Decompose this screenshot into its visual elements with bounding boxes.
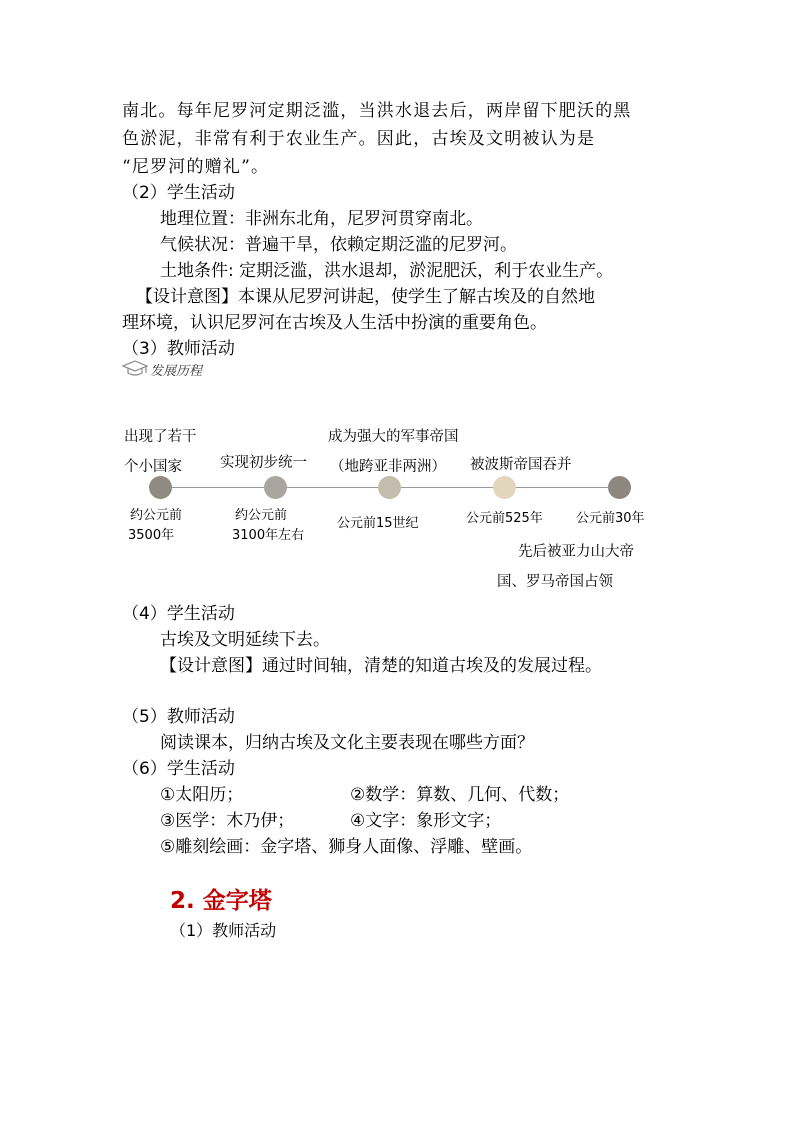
achievement-item-2: ②数学：算数、几何、代数； (350, 785, 570, 805)
section-pyramid-sub: （1）教师活动 (170, 921, 277, 940)
event-label-1-line-2: 个小国家 (124, 459, 182, 475)
date-1-line-1: 约公元前 (130, 508, 183, 523)
date-4: 公元前525年 (466, 511, 543, 526)
date-2-line-1: 约公元前 (235, 508, 288, 523)
sec2-design-line-1: 【设计意图】本课从尼罗河讲起，使学生了解古埃及的自然地 (136, 287, 595, 307)
sec2-land: 土地条件: 定期泛滥，洪水退却，淤泥肥沃，利于农业生产。 (160, 261, 614, 281)
sec2-heading: （2）学生活动 (122, 183, 235, 203)
date-5: 公元前30年 (576, 511, 645, 526)
timeline-note-line-2: 国、罗马帝国占领 (497, 574, 613, 590)
achievement-item-5: ⑤雕刻绘画：金字塔、狮身人面像、浮雕、壁画。 (160, 837, 533, 857)
date-2-line-2: 3100年左右 (232, 528, 305, 543)
intro-line-1: 南北。每年尼罗河定期泛滥，当洪水退去后，两岸留下肥沃的黑 (122, 101, 632, 121)
event-label-3-line-1: 成为强大的军事帝国 (328, 429, 459, 445)
intro-line-2: 色淤泥，非常有利于农业生产。因此，古埃及文明被认为是 (122, 129, 596, 149)
section-heading-pyramid: 2. 金字塔 (170, 888, 272, 914)
sec4-heading: （4）学生活动 (122, 604, 235, 624)
timeline-note-line-1: 先后被亚力山大帝 (518, 544, 634, 560)
sec2-design-line-2: 理环境，认识尼罗河在古埃及人生活中扮演的重要角色。 (122, 313, 547, 333)
sec4-text: 古埃及文明延续下去。 (160, 630, 330, 650)
event-label-4: 被波斯帝国吞并 (470, 457, 572, 473)
graduation-cap-icon (122, 358, 148, 380)
timeline-dot-5 (608, 476, 631, 499)
timeline-dot-4 (493, 476, 516, 499)
sec5-heading: （5）教师活动 (122, 707, 235, 727)
date-3: 公元前15世纪 (337, 516, 419, 531)
event-label-3-line-2: （地跨亚非两洲） (330, 459, 446, 475)
sec2-climate: 气候状况：普遍干旱，依赖定期泛滥的尼罗河。 (160, 235, 517, 255)
intro-line-3: “尼罗河的赠礼”。 (122, 157, 270, 177)
sec3-heading: （3）教师活动 (122, 339, 235, 359)
sec5-text: 阅读课本，归纳古埃及文化主要表现在哪些方面？ (160, 733, 534, 753)
achievement-item-4: ④文字：象形文字； (350, 811, 502, 831)
timeline-subtitle: 发展历程 (150, 364, 203, 379)
achievement-item-1: ①太阳历； (160, 785, 244, 805)
event-label-2: 实现初步统一 (220, 455, 307, 471)
event-label-1-line-1: 出现了若干 (124, 429, 197, 445)
achievement-item-3: ③医学：木乃伊； (160, 811, 295, 831)
timeline-dot-2 (264, 476, 287, 499)
timeline-dot-3 (378, 476, 401, 499)
sec2-geo: 地理位置：非洲东北角，尼罗河贯穿南北。 (160, 209, 483, 229)
sec6-heading: （6）学生活动 (122, 759, 235, 779)
timeline-dot-1 (149, 476, 172, 499)
sec4-design: 【设计意图】通过时间轴，清楚的知道古埃及的发展过程。 (160, 656, 602, 676)
date-1-line-2: 3500年 (128, 528, 175, 543)
